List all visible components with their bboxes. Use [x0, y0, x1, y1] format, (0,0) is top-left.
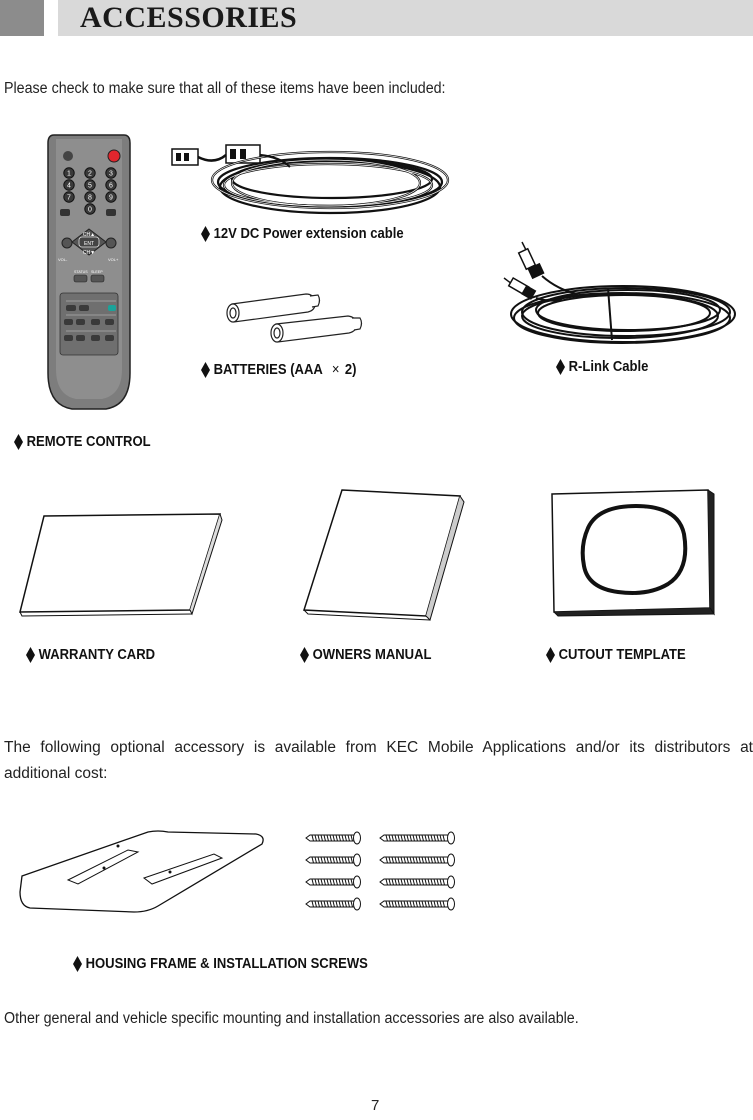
warranty-caption [26, 647, 155, 663]
bullet-diamond-icon [201, 362, 210, 378]
bullet-diamond-icon [26, 647, 35, 663]
housing-label: HOUSING FRAME & INSTALLATION SCREWS [85, 956, 368, 972]
remote-label-status: STATUS [74, 270, 88, 274]
remote-label-vol-plus: VOL+ [108, 257, 119, 262]
remote-key-label: 9 [109, 194, 113, 202]
long-screw [380, 854, 455, 866]
rlink-label: R-Link Cable [568, 359, 649, 375]
power-cable-image [170, 135, 445, 225]
owners-manual-image [298, 486, 468, 620]
remote-key-label: 2 [88, 170, 92, 178]
installation-screws-image [306, 830, 456, 912]
remote-key-label: 6 [109, 182, 113, 190]
cutout-template-image [548, 488, 718, 618]
remote-key-label: 8 [88, 194, 92, 202]
batteries-label: BATTERIES (AAA [213, 362, 323, 378]
page-number: 7 [371, 1097, 380, 1114]
intro-text: Please check to make sure that all of these items have been included: [4, 80, 446, 97]
bullet-diamond-icon [14, 434, 23, 450]
remote-key-label: 3 [109, 170, 113, 178]
template-label: CUTOUT TEMPLATE [558, 647, 686, 663]
bullet-diamond-icon [201, 226, 210, 242]
long-screw [380, 832, 455, 844]
remote-control-image [46, 133, 132, 411]
short-screw [306, 898, 361, 910]
remote-caption [14, 434, 151, 450]
short-screw [306, 854, 361, 866]
manual-caption [300, 647, 431, 663]
power-cable-caption [201, 226, 404, 242]
long-screw [380, 876, 455, 888]
bullet-diamond-icon [546, 647, 555, 663]
bullet-diamond-icon [73, 956, 82, 972]
times-symbol: × [331, 362, 340, 378]
remote-label-ch-down: CH▼ [82, 250, 96, 256]
remote-key-label: 5 [88, 182, 92, 190]
rlink-cable-image [498, 240, 738, 350]
closing-text: Other general and vehicle specific mounting and installation accessories are also available. [4, 1010, 579, 1027]
short-screw [306, 876, 361, 888]
short-screw [306, 832, 361, 844]
remote-key-label: 4 [67, 182, 71, 190]
batteries-caption [201, 362, 356, 378]
bullet-diamond-icon [556, 359, 565, 375]
housing-frame-image [18, 828, 268, 914]
page-title: ACCESSORIES [80, 1, 298, 34]
manual-label: OWNERS MANUAL [312, 647, 432, 663]
remote-key-label: 0 [88, 206, 92, 214]
rlink-caption [556, 359, 648, 375]
template-caption [546, 647, 686, 663]
remote-label-ch-up: CH▲ [82, 232, 96, 238]
remote-label-vol-minus: VOL- [58, 257, 68, 262]
remote-label-ent: ENT [84, 241, 94, 247]
remote-label-sleep: SLEEP [91, 270, 103, 274]
housing-caption [73, 956, 368, 972]
power-cable-label: 12V DC Power extension cable [213, 226, 404, 242]
batteries-count: 2) [344, 362, 357, 378]
warranty-label: WARRANTY CARD [38, 647, 156, 663]
remote-label: REMOTE CONTROL [26, 434, 151, 450]
remote-key-label: 7 [67, 194, 71, 202]
bullet-diamond-icon [300, 647, 309, 663]
optional-text: The following optional accessory is available from KEC Mobile Applications and/or its distributors at additional cost: [4, 739, 753, 782]
remote-key-label: 1 [67, 170, 71, 178]
header-block [0, 0, 44, 36]
batteries-image [224, 290, 364, 344]
warranty-card-image [14, 510, 226, 616]
long-screw [380, 898, 455, 910]
